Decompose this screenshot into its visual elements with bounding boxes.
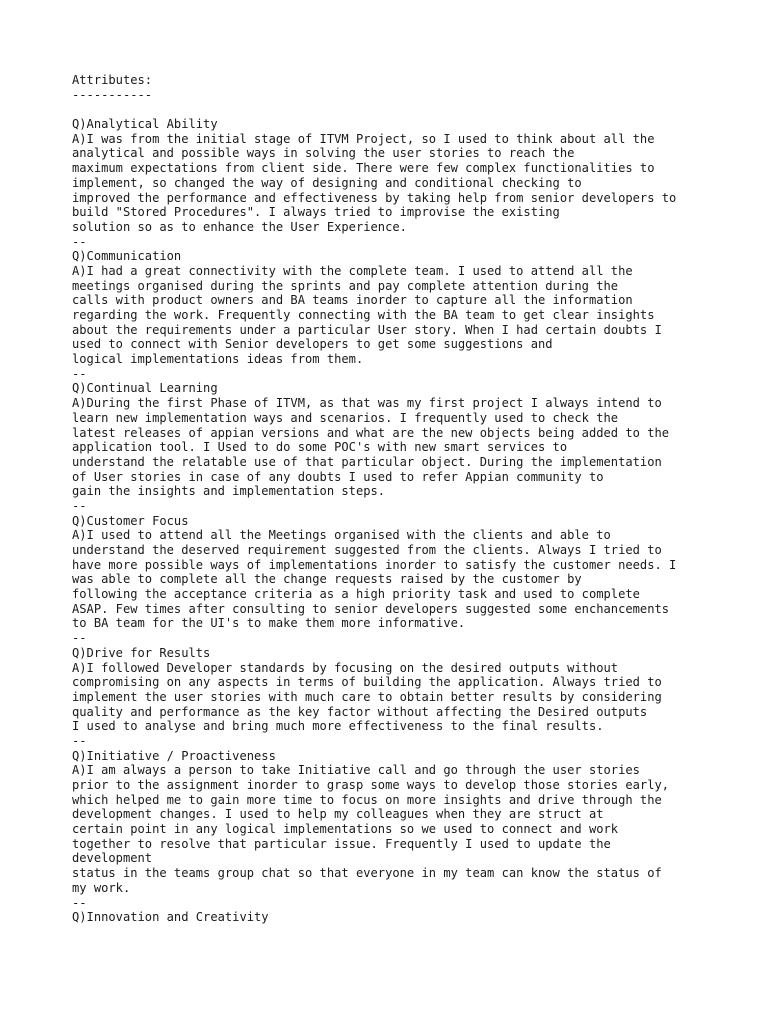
text-line: following the acceptance criteria as a high priority task and used to complete	[72, 587, 640, 602]
text-line: maximum expectations from client side. There were few complex functionalities to	[72, 161, 655, 176]
text-line: development changes. I used to help my colleagues when they are struct at	[72, 807, 604, 822]
text-line: about the requirements under a particular User story. When I had certain doubts I	[72, 322, 662, 337]
text-line: latest releases of appian versions and what are the new objects being added to the	[72, 425, 670, 440]
text-line: build "Stored Procedures". I always tried to improvise the existing	[72, 205, 560, 220]
text-line: improved the performance and effectiveness by taking help from senior developers to	[72, 190, 677, 205]
text-line: A)I used to attend all the Meetings organised with the clients and able to	[72, 528, 611, 543]
text-line: Q)Innovation and Creativity	[72, 910, 269, 925]
text-line: --	[72, 234, 87, 249]
text-line: A)I followed Developer standards by focusing on the desired outputs without	[72, 660, 619, 675]
text-line: --	[72, 631, 87, 646]
text-line: Q)Continual Learning	[72, 381, 218, 396]
text-line: learn new implementation ways and scenarios. I frequently used to check the	[72, 410, 619, 425]
text-line: regarding the work. Frequently connecting with the BA team to get clear insights	[72, 308, 655, 322]
text-line: I used to analyse and bring much more effectiveness to the final results.	[72, 719, 604, 734]
text-line: have more possible ways of implementations inorder to satisfy the customer needs. I	[72, 557, 677, 572]
text-line: --	[72, 498, 87, 513]
text-line: Q)Customer Focus	[72, 513, 189, 528]
text-line: --	[72, 733, 87, 748]
text-line: A)I had a great connectivity with the complete team. I used to attend all the	[72, 263, 633, 278]
text-line: which helped me to gain more time to focus on more insights and drive through the	[72, 792, 662, 807]
text-line: --	[72, 366, 87, 381]
text-line: Q)Initiative / Proactiveness	[72, 748, 276, 763]
text-line: ASAP. Few times after consulting to senior developers suggested some enchancements	[72, 601, 670, 616]
text-line: my work.	[72, 880, 131, 895]
text-line: Q)Communication	[72, 249, 182, 264]
text-line: status in the teams group chat so that everyone in my team can know the status of	[72, 866, 662, 881]
text-line: analytical and possible ways in solving the user stories to reach the	[72, 146, 575, 161]
text-line: certain point in any logical implementations so we used to connect and work	[72, 822, 619, 837]
text-line: was able to complete all the change requests raised by the customer by	[72, 572, 582, 587]
text-line: -----------	[72, 87, 153, 102]
text-line: application tool. I Used to do some POC's with new smart services to	[72, 440, 568, 455]
text-line: prior to the assignment inorder to grasp some ways to develop those stories early,	[72, 778, 670, 792]
text-line: understand the relatable use of that particular object. During the implementation	[72, 454, 662, 469]
text-line: of User stories in case of any doubts I used to refer Appian community to	[72, 469, 604, 484]
text-line: quality and performance as the key factor without affecting the Desired outputs	[72, 704, 648, 719]
text-line: logical implementations ideas from them.	[72, 352, 364, 367]
text-line: used to connect with Senior developers to get some suggestions and	[72, 337, 553, 352]
text-line: gain the insights and implementation steps.	[72, 484, 386, 499]
text-line: together to resolve that particular issue. Frequently I used to update the	[72, 836, 611, 851]
text-line: compromising on any aspects in terms of building the application. Always tried to	[72, 675, 662, 690]
text-line: Attributes:	[72, 73, 153, 87]
text-line: implement the user stories with much care to obtain better results by considering	[72, 689, 662, 704]
text-line: A)During the first Phase of ITVM, as that was my first project I always intend to	[72, 396, 662, 411]
text-line: solution so as to enhance the User Experience.	[72, 219, 407, 234]
text-line: A)I was from the initial stage of ITVM Project, so I used to think about all the	[72, 131, 655, 146]
text-line: meetings organised during the sprints and pay complete attention during the	[72, 278, 619, 293]
text-line: to BA team for the UI's to make them more informative.	[72, 616, 466, 631]
text-line: Q)Drive for Results	[72, 645, 211, 660]
text-line: development	[72, 851, 153, 866]
text-line: implement, so changed the way of designing and conditional checking to	[72, 175, 582, 190]
text-line: A)I am always a person to take Initiative call and go through the user stories	[72, 763, 640, 778]
text-line: understand the deserved requirement suggested from the clients. Always I tried to	[72, 543, 662, 557]
text-line: calls with product owners and BA teams inorder to capture all the information	[72, 293, 633, 308]
text-line: --	[72, 895, 87, 910]
text-line: Q)Analytical Ability	[72, 117, 218, 132]
text-line	[72, 102, 768, 117]
